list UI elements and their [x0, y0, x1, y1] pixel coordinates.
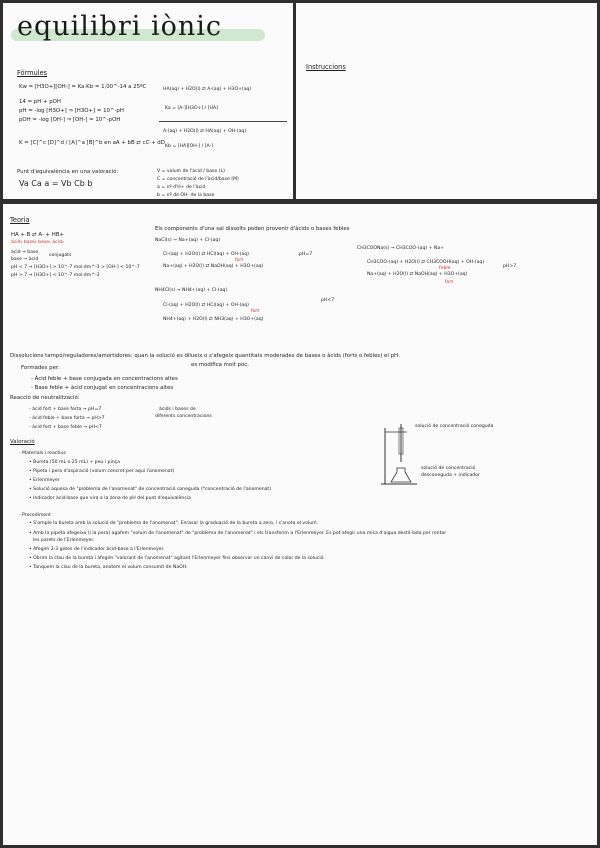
tag-fort-2: fort: [251, 309, 260, 314]
neutralitzacio-3: - àcid fort + base feble → pH<7: [29, 425, 102, 430]
formules-heading: Fórmules: [17, 69, 48, 77]
nacl-dissociation: NaCl(s) → Na+(aq) + Cl-(aq): [155, 238, 221, 243]
nacl-ph: pH=7: [299, 252, 313, 257]
material-4: • Solució aquosa de "problema de l'anomenat" de concentració coneguda (*concentració de l'anomenat): [29, 487, 272, 492]
conjugate-note: conjugats: [49, 253, 72, 258]
punt-label: Punt d'equivalència en una valoració:: [17, 169, 119, 175]
nh4cl-hydrolysis-1: Cl-(aq) + H2O(l) ⇄ HCl(aq) + OH-(aq): [163, 303, 249, 308]
conjugate-1: àcid → base: [11, 250, 39, 255]
acid-base-subtitles: àcid₁ base₂ base₁ àcid₂: [11, 240, 64, 245]
procediment-2: • Amb la pipeta afegeixo (i la pera) agafem "volum de l'anomenat" de "problema de l'anomenat" i els transferim a l'Erlenmeyer. Es pot afegir una mica d'aigua destil·lada per rentar: [29, 531, 447, 536]
procediment-4: • Obrim la clau de la bureta i afegim "valorant de l'anomenat" agitant l'Erlenmeyer fins observar un canvi de color de la solució.: [29, 556, 325, 561]
tampo-heading-cont: es modifica molt poc.: [191, 362, 249, 368]
procediment-1: • S'omple la bureta amb la solució de "problema de l'anomenat". Enrasar la graduació de la bureta a zero, i s'anota el volum.: [29, 521, 319, 526]
instructions-page: [296, 3, 597, 199]
formulas-page: [3, 3, 293, 199]
k-formula: K = [C]^c [D]^d / [A]^a [B]^b en aA + bB ⇄ cC + dD: [19, 140, 165, 146]
ph-def: pH = -log [H3O+] ⇒ [H3O+] = 10^-pH: [19, 108, 124, 114]
nacl-hydrolysis-1: Cl-(aq) + H2O(l) ⇄ HCl(aq) + OH-(aq): [163, 252, 249, 257]
label-concentracio-coneguda: solució de concentració coneguda: [415, 424, 494, 429]
components-heading: Els components d'una sal dissolts poden provenir d'àcids o bases febles: [155, 226, 350, 232]
material-3: • Erlenmeyer: [29, 478, 60, 483]
tampo-heading: Dissolucions tampó/reguladores/amortidores: quan la solució es dilueix o s'afegeix quantitats moderades de bases o àcids (forts o febles) el pH: [10, 353, 399, 359]
formades-2: - Base feble + àcid conjugat en concentracions altes: [31, 385, 174, 391]
ka-equation: HA(aq) + H2O(l) ⇄ A-(aq) + H3O+(aq): [163, 87, 252, 92]
punt-formula: Va Ca a = Vb Cb b: [19, 179, 93, 188]
neutralitzacio-note-1: àcids i bases de: [159, 407, 196, 412]
procediment-5: • Tanquem la clau de la bureta, anotem el volum consumit de NaOH.: [29, 565, 188, 570]
material-1: • Bureta (50 mL o 25 mL) + peu i pinça: [29, 460, 120, 465]
ph-sum: 14 = pH + pOH: [19, 99, 61, 105]
nh4cl-dissociation: NH4Cl(s) → NH4+(aq) + Cl-(aq): [155, 288, 228, 293]
neutralitzacio-heading: Reacció de neutralització:: [10, 395, 80, 401]
neutralitzacio-2: - àcid feble + base forta → pH>7: [29, 416, 105, 421]
legend-b: b = nº de OH- de la base: [157, 193, 215, 198]
conjugate-2: base → àcid: [11, 257, 39, 262]
tag-fort-3: fort: [445, 280, 454, 285]
legend-v: V = volum de l'àcid / base (L): [157, 169, 225, 174]
legend-c: C = concentració de l'àcid/base (M): [157, 177, 239, 182]
formades-label: Formades per:: [21, 365, 60, 371]
material-2: • Pipeta i pera d'aspiració (volum concret per aquí l'anomenat): [29, 469, 175, 474]
kb-equation: A-(aq) + H2O(l) ⇄ HA(aq) + OH-(aq): [163, 129, 247, 134]
label-indicador: desconeguda + indicador: [421, 473, 480, 478]
divider: [159, 121, 287, 122]
teoria-heading: Teoria: [10, 216, 30, 224]
ch3coona-ph: pH>7: [503, 264, 517, 269]
ph-rule-base: pH > 7 ⇒ [H3O+] < 10^-7 mol·dm^-3: [11, 273, 100, 278]
neutralitzacio-note-2: diferents concentracions: [155, 414, 212, 419]
material-5: • Indicador àcid-base que vira a la zona de pH del punt d'equivalència: [29, 496, 191, 501]
page-title: equilibri iònic: [17, 11, 223, 42]
ch3coona-dissociation: CH3COONa(s) → CH3COO-(aq) + Na+: [357, 246, 445, 251]
procediment-3: • Afegim 2-3 gotes de l'indicador àcid-base a l'Erlenmeyer.: [29, 547, 165, 552]
label-concentracio-desconeguda: solució de concentració: [421, 466, 476, 471]
tag-feble: feble: [439, 266, 451, 271]
legend-a: a = nº d'H+ de l'àcid: [157, 185, 206, 190]
teoria-page: [3, 204, 597, 845]
ch3coona-hydrolysis-1: CH3COO-(aq) + H2O(l) ⇄ CH3COOH(aq) + OH-(aq): [367, 260, 485, 265]
procediment-heading: - Procediment: [19, 513, 51, 518]
formades-1: - Àcid feble + base conjugada en concentracions altes: [31, 376, 178, 382]
nh4cl-hydrolysis-2: NH4+(aq) + H2O(l) ⇄ NH3(aq) + H3O+(aq): [163, 317, 264, 322]
kw-formula: Kw = [H3O+][OH-] = Ka·Kb = 1,00^-14 a 25ºC: [19, 84, 147, 90]
valoracio-heading: Valoració: [10, 439, 35, 445]
nacl-hydrolysis-2: Na+(aq) + H2O(l) ⇄ NaOH(aq) + H3O+(aq): [163, 264, 264, 269]
procediment-2b: les parets de l'Erlenmeyer.: [33, 538, 95, 543]
ch3coona-hydrolysis-2: Na+(aq) + H2O(l) ⇄ NaOH(aq) + H3O+(aq): [367, 272, 468, 277]
instructions-heading: Instruccions: [306, 63, 346, 71]
nh4cl-ph: pH<7: [321, 298, 335, 303]
acid-base-equation: HA + B ⇄ A- + HB+: [11, 232, 65, 238]
tag-fort-1: fort: [235, 258, 244, 263]
titration-setup-icon: [377, 422, 427, 488]
ph-rule-acid: pH < 7 ⇒ [H3O+] > 10^-7 mol·dm^-3 > [OH-] < 10^-7: [11, 265, 140, 270]
ka-formula: Ka = [A-][H3O+] / [HA]: [165, 106, 218, 111]
materials-heading: - Materials i reactius: [19, 451, 66, 456]
poh-def: pOH = -log [OH-] ⇒ [OH-] = 10^-pOH: [19, 117, 121, 123]
neutralitzacio-1: - àcid fort + base forta → pH=7: [29, 407, 102, 412]
kb-formula: Kb = [HA][OH-] / [A-]: [165, 144, 213, 149]
